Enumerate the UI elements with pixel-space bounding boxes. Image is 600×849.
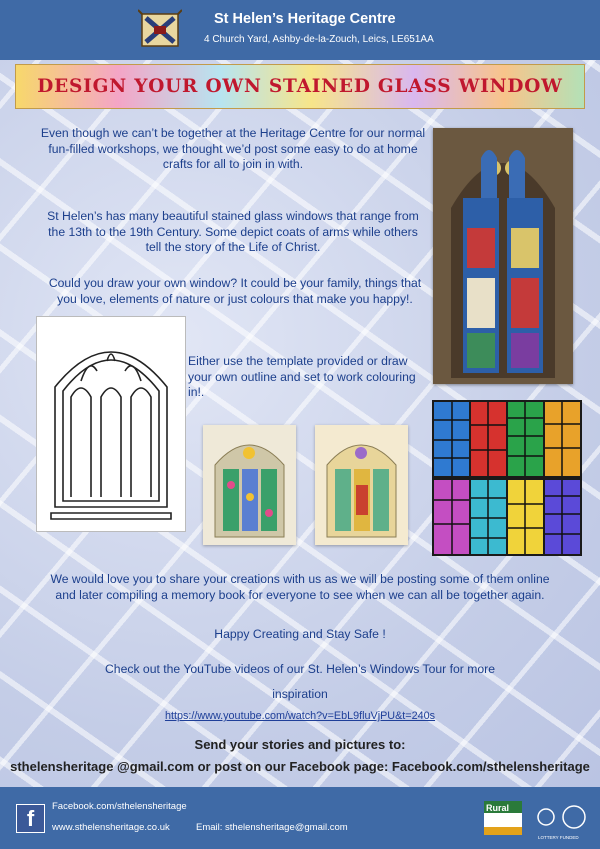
title-banner [15,64,585,109]
rural-logo-text: Rural [486,803,510,813]
footer-bar [0,787,600,849]
facebook-icon[interactable]: f [16,804,45,833]
header-bar [0,0,600,60]
footer-facebook-link[interactable]: Facebook.com/sthelensheritage [52,801,187,812]
window-template-outline [36,316,186,532]
lottery-logo-text: LOTTERY FUNDED [538,835,579,840]
footer-email-link[interactable]: Email: sthelensheritage@gmail.com [196,822,348,833]
page-title: DESIGN YOUR OWN STAINED GLASS WINDOW [37,76,563,97]
send-contact-line: sthelensheritage @gmail.com or post on our Facebook page: Facebook.com/sthelensheritage [10,759,590,774]
funder-logos [484,797,592,841]
centre-title: St Helen’s Heritage Centre [214,11,396,27]
coloured-window-example-2 [315,425,408,545]
send-heading: Send your stories and pictures to: [194,737,406,752]
stained-glass-mosaic-examples [432,400,582,556]
youtube-link[interactable]: https://www.youtube.com/watch?v=EbL9fluVjPU&t=240s [164,710,436,722]
share-paragraph: We would love you to share your creations with us as we will be posting some of them online and later compiling a memory book for everyone to see when we can all be together again. [50,572,550,602]
church-window-photo [433,128,573,384]
centre-address: 4 Church Yard, Ashby-de-la-Zouch, Leics, LE651AA [204,34,434,45]
template-paragraph: Either use the template provided or draw your own outline and set to work colouring in!. [188,354,416,399]
happy-creating-text: Happy Creating and Stay Safe ! [214,627,386,641]
intro-paragraph: Even though we can’t be together at the Heritage Centre for our normal fun-filled workshops, we thought we’d post some easy to do at home crafts for all to join in with. [40,126,426,171]
history-paragraph: St Helen’s has many beautiful stained glass windows that range from the 13th to the 19th Century. Some depict coats of arms while others tell the story of the Life of Christ. [47,209,419,254]
footer-website-link[interactable]: www.sthelensheritage.co.uk [52,822,170,833]
coloured-window-example-1 [203,425,296,545]
heraldic-crest-icon [138,8,182,52]
question-paragraph: Could you draw your own window? It could be your family, things that you love, elements of nature or just colours that make you happy!. [48,276,422,306]
inspiration-text: inspiration [272,687,328,701]
youtube-text: Check out the YouTube videos of our St. Helen’s Windows Tour for more [105,662,495,676]
